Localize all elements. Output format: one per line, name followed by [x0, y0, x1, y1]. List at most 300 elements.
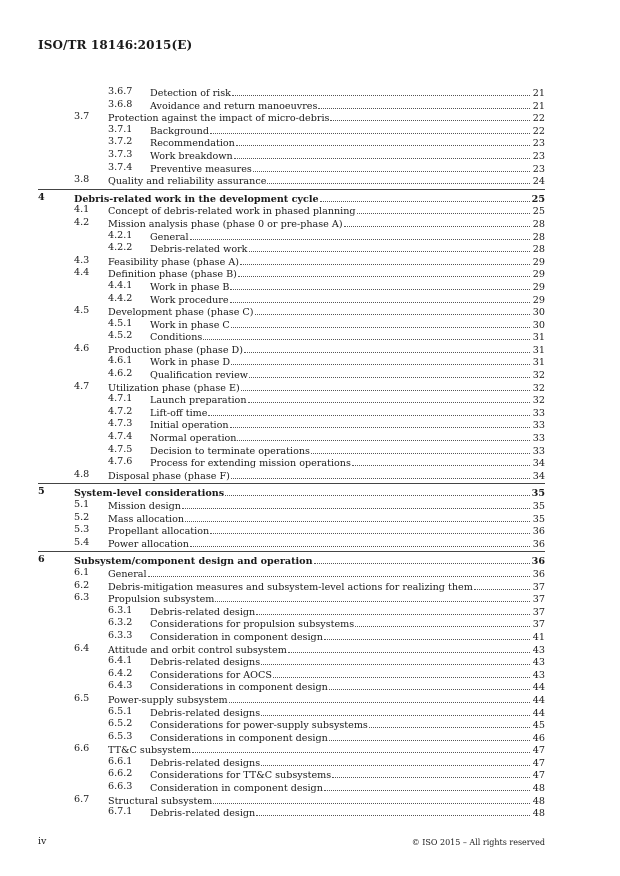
- toc-entry-number: 4.1: [74, 204, 90, 216]
- toc-entry[interactable]: [0, 305, 620, 318]
- toc-entry-page[interactable]: 23: [532, 150, 545, 162]
- toc-entry[interactable]: [0, 242, 620, 255]
- toc-entry[interactable]: [0, 680, 620, 693]
- dot-leader: [255, 305, 530, 315]
- toc-entry-title[interactable]: Conditions: [150, 332, 203, 344]
- toc-entry-number: 3.7.2: [108, 136, 133, 148]
- toc-entry-page[interactable]: 32: [532, 370, 545, 382]
- dot-leader: [344, 217, 530, 227]
- toc-entry-page[interactable]: 43: [532, 644, 545, 656]
- toc-entry[interactable]: [0, 718, 620, 731]
- toc-entry-number: 6.3.1: [108, 604, 133, 616]
- toc-entry-line: [108, 111, 545, 124]
- toc-entry-page[interactable]: 35: [532, 513, 545, 525]
- dot-leader: [273, 668, 530, 678]
- toc-entry-number: 3.7.1: [108, 123, 133, 135]
- toc-entry-title[interactable]: Detection of risk: [150, 88, 231, 99]
- dot-leader: [330, 111, 530, 121]
- toc-entry[interactable]: [0, 743, 620, 756]
- toc-entry-title[interactable]: Normal operation: [150, 433, 237, 445]
- toc-entry-page[interactable]: 21: [532, 88, 545, 99]
- toc-entry-number: 3.6.8: [108, 98, 133, 110]
- toc-entry[interactable]: [0, 592, 620, 605]
- dot-leader: [215, 592, 530, 602]
- toc-entry-title[interactable]: Considerations in component design: [150, 732, 328, 744]
- toc-entry-title[interactable]: Avoidance and return manoeuvres: [150, 100, 318, 112]
- section-divider: [38, 551, 545, 552]
- toc-entry-page[interactable]: 30: [532, 319, 545, 331]
- toc-entry-line: [150, 86, 545, 99]
- toc-entry-title[interactable]: Definition phase (phase B): [108, 269, 237, 281]
- toc-entry-title[interactable]: Propulsion subsystem: [108, 594, 215, 606]
- toc-entry-number: 6.4: [74, 642, 90, 654]
- toc-entry-page[interactable]: 37: [532, 581, 545, 593]
- toc-entry-title[interactable]: Power allocation: [108, 538, 189, 550]
- dot-leader: [234, 149, 530, 159]
- dot-leader: [329, 731, 530, 741]
- toc-entry-title[interactable]: Structural subsystem: [108, 795, 213, 807]
- toc-entry-line: [150, 605, 545, 618]
- toc-entry-title[interactable]: Debris-related designs: [150, 707, 261, 719]
- dot-leader: [332, 768, 530, 778]
- toc-entry-page[interactable]: 48: [532, 783, 545, 795]
- dot-leader: [324, 781, 530, 791]
- toc-entry-title[interactable]: Power-supply subsystem: [108, 694, 228, 706]
- dot-leader: [261, 756, 530, 766]
- dot-leader: [253, 162, 530, 172]
- toc-entry-line: [150, 756, 545, 769]
- toc-entry-page[interactable]: 28: [532, 231, 545, 243]
- toc-entry-number: 3.7: [74, 111, 90, 123]
- toc-entry[interactable]: [0, 406, 620, 419]
- toc-entry[interactable]: [0, 431, 620, 444]
- toc-entry-line: [74, 192, 545, 205]
- toc-entry-number: 4.3: [74, 254, 90, 266]
- section-divider: [38, 483, 545, 484]
- dot-leader: [261, 706, 530, 716]
- toc-entry[interactable]: [0, 204, 620, 217]
- dot-leader: [256, 806, 530, 816]
- toc-entry-line: [150, 406, 545, 419]
- toc-entry-number: 6.3: [74, 592, 90, 604]
- toc-entry-page[interactable]: 36: [532, 538, 545, 550]
- toc-entry-title[interactable]: Lift-off time: [150, 407, 208, 419]
- toc-entry-number: 4.7.2: [108, 405, 133, 417]
- toc-entry-page[interactable]: 29: [532, 281, 545, 293]
- toc-entry-title[interactable]: Development phase (phase C): [108, 307, 254, 319]
- toc-entry-title[interactable]: Consideration in component design: [150, 783, 323, 795]
- toc-entry-line: [150, 99, 545, 112]
- toc-entry-line: [150, 731, 545, 744]
- toc-entry-title[interactable]: Concept of debris-related work in phased planning: [108, 206, 356, 218]
- toc-entry-title[interactable]: Work in phase B: [150, 281, 230, 293]
- toc-entry-line: [108, 524, 545, 537]
- toc-entry[interactable]: [0, 486, 620, 499]
- toc-entry-number: 6.4.1: [108, 655, 133, 667]
- toc-entry[interactable]: [0, 693, 620, 706]
- toc-entry-title[interactable]: Debris-related designs: [150, 657, 261, 669]
- dot-leader: [352, 456, 530, 466]
- toc-entry-number: 5.1: [74, 499, 90, 510]
- dot-leader: [474, 580, 530, 590]
- toc-entry-number: 4.6.2: [108, 368, 133, 380]
- toc-entry-line: [150, 668, 545, 681]
- dot-leader: [249, 368, 530, 378]
- toc-entry-title[interactable]: Recommendation: [150, 138, 235, 150]
- toc-entry-number: 4.5: [74, 305, 90, 317]
- toc-entry-number: 4.4: [74, 267, 90, 279]
- toc-entry-line: [74, 554, 545, 567]
- toc-entry-line: [108, 343, 545, 356]
- toc-entry-title[interactable]: Work breakdown: [150, 150, 233, 162]
- toc-entry[interactable]: [0, 567, 620, 580]
- toc-entry-title[interactable]: Protection against the impact of micro-debris: [108, 113, 330, 125]
- toc-entry-title[interactable]: Considerations for power-supply subsystems: [150, 720, 368, 732]
- toc-entry-line: [108, 174, 545, 187]
- dot-leader: [324, 630, 530, 640]
- toc-entry-line: [108, 469, 545, 482]
- toc-entry-title[interactable]: Considerations for TT&C subsystems: [150, 770, 332, 782]
- toc-entry-number: 4.7.3: [108, 418, 133, 430]
- toc-entry-number: 5.4: [74, 536, 90, 548]
- toc-entry-title[interactable]: Production phase (phase D): [108, 344, 243, 356]
- toc-entry-title[interactable]: Mission design: [108, 501, 181, 512]
- toc-entry-page[interactable]: 25: [532, 206, 545, 218]
- dot-leader: [249, 242, 531, 252]
- toc-entry-number: 4.7.4: [108, 431, 133, 443]
- toc-entry-number: 6.4.2: [108, 667, 133, 679]
- toc-entry[interactable]: [0, 381, 620, 394]
- toc-entry-title[interactable]: Considerations in component design: [150, 682, 328, 694]
- toc-entry[interactable]: [0, 111, 620, 124]
- toc-entry-title[interactable]: Work in phase D: [150, 357, 231, 369]
- toc-entry-title[interactable]: Work in phase C: [150, 319, 230, 331]
- toc-entry[interactable]: [0, 393, 620, 406]
- toc-entry-page[interactable]: 47: [532, 745, 545, 757]
- dot-leader: [210, 124, 530, 134]
- toc-entry-title[interactable]: Disposal phase (phase F): [108, 470, 230, 482]
- toc-entry-line: [150, 655, 545, 668]
- toc-entry[interactable]: [0, 174, 620, 187]
- toc-entry-title[interactable]: Debris-related designs: [150, 757, 261, 769]
- toc-entry[interactable]: [0, 418, 620, 431]
- toc-entry[interactable]: [0, 668, 620, 681]
- toc-entry[interactable]: [0, 162, 620, 175]
- toc-entry-title[interactable]: Propellant allocation: [108, 526, 210, 538]
- toc-entry[interactable]: [0, 355, 620, 368]
- toc-entry-page[interactable]: 35: [532, 501, 545, 512]
- toc-entry-page[interactable]: 31: [532, 357, 545, 369]
- toc-entry[interactable]: [0, 706, 620, 719]
- toc-entry[interactable]: [0, 444, 620, 457]
- toc-entry-page[interactable]: 28: [532, 218, 545, 230]
- toc-entry-title[interactable]: Qualification review: [150, 370, 248, 382]
- toc-entry-number: 5.2: [74, 511, 90, 523]
- toc-entry-title[interactable]: Considerations for AOCS: [150, 669, 272, 681]
- toc-entry-line: [108, 499, 545, 512]
- dot-leader: [288, 643, 530, 653]
- dot-leader: [210, 524, 530, 534]
- toc-entry-title[interactable]: TT&C subsystem: [108, 745, 192, 757]
- dot-leader: [357, 204, 530, 214]
- toc-entry-page[interactable]: 41: [532, 631, 545, 643]
- toc-entry-page[interactable]: 23: [532, 163, 545, 175]
- toc-entry[interactable]: [0, 469, 620, 482]
- toc-entry-title[interactable]: Attitude and orbit control subsystem: [108, 644, 287, 656]
- toc-entry[interactable]: [0, 524, 620, 537]
- toc-entry-page[interactable]: 31: [532, 332, 545, 344]
- toc-entry[interactable]: [0, 343, 620, 356]
- toc-entry-page[interactable]: 23: [532, 138, 545, 150]
- toc-entry[interactable]: [0, 605, 620, 618]
- toc-entry-title[interactable]: Debris-mitigation measures and subsystem-level actions for realizing them: [108, 581, 473, 593]
- toc-entry[interactable]: [0, 537, 620, 550]
- toc-entry-line: [150, 806, 545, 819]
- toc-entry-number: 6.6: [74, 743, 90, 755]
- document-id: ISO/TR 18146:2015(E): [38, 38, 193, 52]
- toc-entry-number: 4.4.1: [108, 279, 133, 291]
- toc-entry-number: 4.7.5: [108, 443, 133, 455]
- toc-entry-number: 6.3.2: [108, 617, 133, 629]
- toc-entry-title[interactable]: Process for extending mission operations: [150, 458, 351, 470]
- toc-entry-title[interactable]: Launch preparation: [150, 395, 247, 407]
- toc-entry[interactable]: [0, 293, 620, 306]
- toc-entry[interactable]: [0, 456, 620, 469]
- toc-entry-line: [108, 567, 545, 580]
- toc-entry[interactable]: [0, 617, 620, 630]
- toc-entry[interactable]: [0, 580, 620, 593]
- toc-entry-line: [150, 680, 545, 693]
- toc-entry-number: 3.8: [74, 174, 90, 186]
- toc-entry-line: [150, 617, 545, 630]
- toc-entry-number: 6.6.1: [108, 755, 133, 767]
- toc-entry-number: 4.7.1: [108, 393, 133, 405]
- toc-entry-page[interactable]: 35: [531, 488, 545, 500]
- toc-entry-number: 5: [38, 486, 45, 498]
- toc-entry-line: [150, 431, 545, 444]
- toc-entry-title[interactable]: General: [150, 231, 189, 243]
- toc-entry-line: [150, 293, 545, 306]
- toc-entry[interactable]: [0, 192, 620, 205]
- toc-entry[interactable]: [0, 731, 620, 744]
- dot-leader: [320, 192, 530, 202]
- toc-entry[interactable]: [0, 255, 620, 268]
- dot-leader: [329, 680, 530, 690]
- toc-entry-page[interactable]: 47: [532, 770, 545, 782]
- toc-entry-title[interactable]: Mission analysis phase (phase 0 or pre-phase A): [108, 218, 343, 230]
- toc-entry-title[interactable]: Debris-related work: [150, 244, 248, 256]
- toc-entry-line: [150, 230, 545, 243]
- toc-entry-number: 4.2.1: [108, 229, 133, 241]
- toc-entry-page[interactable]: 31: [532, 344, 545, 356]
- toc-entry[interactable]: [0, 368, 620, 381]
- toc-entry-title[interactable]: Debris-related design: [150, 606, 256, 618]
- toc-entry-line: [150, 330, 545, 343]
- toc-entry-line: [108, 217, 545, 230]
- toc-entry-page[interactable]: 29: [532, 269, 545, 281]
- dot-leader: [240, 255, 530, 265]
- toc-entry-title[interactable]: Quality and reliability assurance: [108, 176, 267, 188]
- toc-entry-number: 3.7.3: [108, 148, 133, 160]
- toc-entry-page[interactable]: 44: [532, 707, 545, 719]
- dot-leader: [203, 330, 530, 340]
- dot-leader: [229, 693, 530, 703]
- toc-entry-page[interactable]: 25: [531, 193, 545, 205]
- toc-entry-line: [150, 355, 545, 368]
- toc-entry[interactable]: [0, 806, 620, 819]
- dot-leader: [355, 617, 530, 627]
- toc-entry-number: 6.6.2: [108, 768, 133, 780]
- toc-entry-page[interactable]: 37: [532, 606, 545, 618]
- toc-entry[interactable]: [0, 794, 620, 807]
- dot-leader: [232, 86, 530, 96]
- toc-entry[interactable]: [0, 554, 620, 567]
- toc-entry-number: 6.4.3: [108, 680, 133, 692]
- toc-entry-page[interactable]: 43: [532, 657, 545, 669]
- toc-entry-page[interactable]: 36: [531, 556, 545, 568]
- toc-entry[interactable]: [0, 330, 620, 343]
- toc-entry[interactable]: [0, 86, 620, 99]
- toc-entry-page[interactable]: 28: [532, 244, 545, 256]
- toc-entry-line: [150, 162, 545, 175]
- toc-entry-title[interactable]: Utilization phase (phase E): [108, 382, 240, 394]
- toc-entry[interactable]: [0, 136, 620, 149]
- toc-entry-page[interactable]: 48: [532, 808, 545, 820]
- toc-entry-title[interactable]: General: [108, 568, 147, 580]
- toc-entry-title[interactable]: Initial operation: [150, 420, 229, 432]
- toc-entry-page[interactable]: 29: [532, 294, 545, 306]
- toc-entry-line: [108, 693, 545, 706]
- toc-entry-page[interactable]: 44: [532, 694, 545, 706]
- toc-entry-number: 6.7: [74, 793, 90, 805]
- toc-entry-page[interactable]: 44: [532, 682, 545, 694]
- toc-entry-page[interactable]: 45: [532, 720, 545, 732]
- toc-entry-page[interactable]: 48: [532, 795, 545, 807]
- toc-entry-line: [150, 456, 545, 469]
- toc-entry-title[interactable]: Debris-related design: [150, 808, 256, 820]
- toc-entry-number: 4: [38, 191, 45, 203]
- toc-entry-page[interactable]: 22: [532, 113, 545, 125]
- toc-entry-page[interactable]: 21: [532, 100, 545, 112]
- toc-entry-line: [108, 267, 545, 280]
- toc-entry-page[interactable]: 33: [532, 445, 545, 457]
- toc-entry-page[interactable]: 29: [532, 256, 545, 268]
- toc-entry[interactable]: [0, 512, 620, 525]
- toc-entry[interactable]: [0, 318, 620, 331]
- dot-leader: [231, 318, 530, 328]
- toc-entry[interactable]: [0, 655, 620, 668]
- toc-entry-page[interactable]: 43: [532, 669, 545, 681]
- toc-entry-number: 4.2.2: [108, 242, 133, 254]
- toc-entry-page[interactable]: 33: [532, 433, 545, 445]
- toc-entry[interactable]: [0, 124, 620, 137]
- toc-entry-title[interactable]: Preventive measures: [150, 163, 252, 175]
- toc-entry[interactable]: [0, 630, 620, 643]
- dot-leader: [314, 554, 530, 564]
- toc-entry-number: 4.5.2: [108, 330, 133, 342]
- toc-entry-number: 6: [38, 554, 45, 566]
- dot-leader: [236, 136, 530, 146]
- toc-entry-title[interactable]: Mass allocation: [108, 513, 185, 525]
- toc-entry-number: 4.6: [74, 342, 90, 354]
- copyright-notice: © ISO 2015 – All rights reserved: [411, 838, 545, 847]
- dot-leader: [238, 267, 530, 277]
- dot-leader: [230, 293, 530, 303]
- dot-leader: [244, 343, 530, 353]
- toc-entry-line: [74, 486, 545, 499]
- dot-leader: [230, 280, 530, 290]
- toc-entry-page[interactable]: 37: [532, 619, 545, 631]
- toc-entry-title[interactable]: Work procedure: [150, 294, 229, 306]
- toc-entry-page[interactable]: 34: [532, 470, 545, 482]
- toc-entry-page[interactable]: 33: [532, 407, 545, 419]
- dot-leader: [182, 499, 530, 509]
- dot-leader: [225, 486, 530, 496]
- toc-entry-line: [108, 592, 545, 605]
- toc-entry-number: 3.6.7: [108, 86, 133, 97]
- dot-leader: [213, 794, 530, 804]
- toc-entry-title[interactable]: Background: [150, 125, 209, 137]
- toc-entry-number: 4.6.1: [108, 355, 133, 367]
- toc-entry-line: [108, 537, 545, 550]
- toc-entry[interactable]: [0, 99, 620, 112]
- toc-entry-number: 6.1: [74, 566, 90, 578]
- toc-entry-page[interactable]: 47: [532, 757, 545, 769]
- toc-entry-title[interactable]: System-level considerations: [74, 488, 225, 500]
- toc-entry-number: 6.5: [74, 692, 90, 704]
- toc-entry-page[interactable]: 32: [532, 382, 545, 394]
- toc-entry-line: [108, 255, 545, 268]
- toc-entry[interactable]: [0, 149, 620, 162]
- toc-entry-line: [150, 242, 545, 255]
- toc-entry-title[interactable]: Decision to terminate operations: [150, 445, 310, 457]
- toc-entry-line: [108, 794, 545, 807]
- toc-entry-title[interactable]: Considerations for propulsion subsystems: [150, 619, 355, 631]
- toc-entry-page[interactable]: 33: [532, 420, 545, 432]
- toc-entry[interactable]: [0, 756, 620, 769]
- toc-entry[interactable]: [0, 781, 620, 794]
- toc-entry-page[interactable]: 36: [532, 568, 545, 580]
- toc-entry-line: [150, 630, 545, 643]
- dot-leader: [185, 512, 530, 522]
- toc-entry-page[interactable]: 46: [532, 732, 545, 744]
- toc-entry-page[interactable]: 22: [532, 125, 545, 137]
- toc-entry-page[interactable]: 24: [532, 176, 545, 188]
- toc-entry[interactable]: [0, 280, 620, 293]
- toc-entry-line: [108, 381, 545, 394]
- toc-entry[interactable]: [0, 499, 620, 512]
- toc-entry-page[interactable]: 32: [532, 395, 545, 407]
- toc-entry[interactable]: [0, 643, 620, 656]
- toc-entry[interactable]: [0, 267, 620, 280]
- toc-entry-number: 6.2: [74, 579, 90, 591]
- toc-entry[interactable]: [0, 217, 620, 230]
- toc-entry-page[interactable]: 36: [532, 526, 545, 538]
- toc-entry-page[interactable]: 34: [532, 458, 545, 470]
- toc-entry-title[interactable]: Feasibility phase (phase A): [108, 256, 239, 268]
- toc-entry-number: 6.5.1: [108, 705, 133, 717]
- toc-entry-title[interactable]: Subsystem/component design and operation: [74, 556, 313, 568]
- toc-entry-page[interactable]: 30: [532, 307, 545, 319]
- toc-entry-title[interactable]: Consideration in component design: [150, 631, 323, 643]
- dot-leader: [237, 431, 530, 441]
- toc-entry-title[interactable]: Debris-related work in the development cycle: [74, 193, 319, 205]
- toc-entry[interactable]: [0, 230, 620, 243]
- toc-entry[interactable]: [0, 768, 620, 781]
- toc-entry-number: 6.7.1: [108, 806, 133, 818]
- toc-entry-page[interactable]: 37: [532, 594, 545, 606]
- toc-entry-line: [150, 318, 545, 331]
